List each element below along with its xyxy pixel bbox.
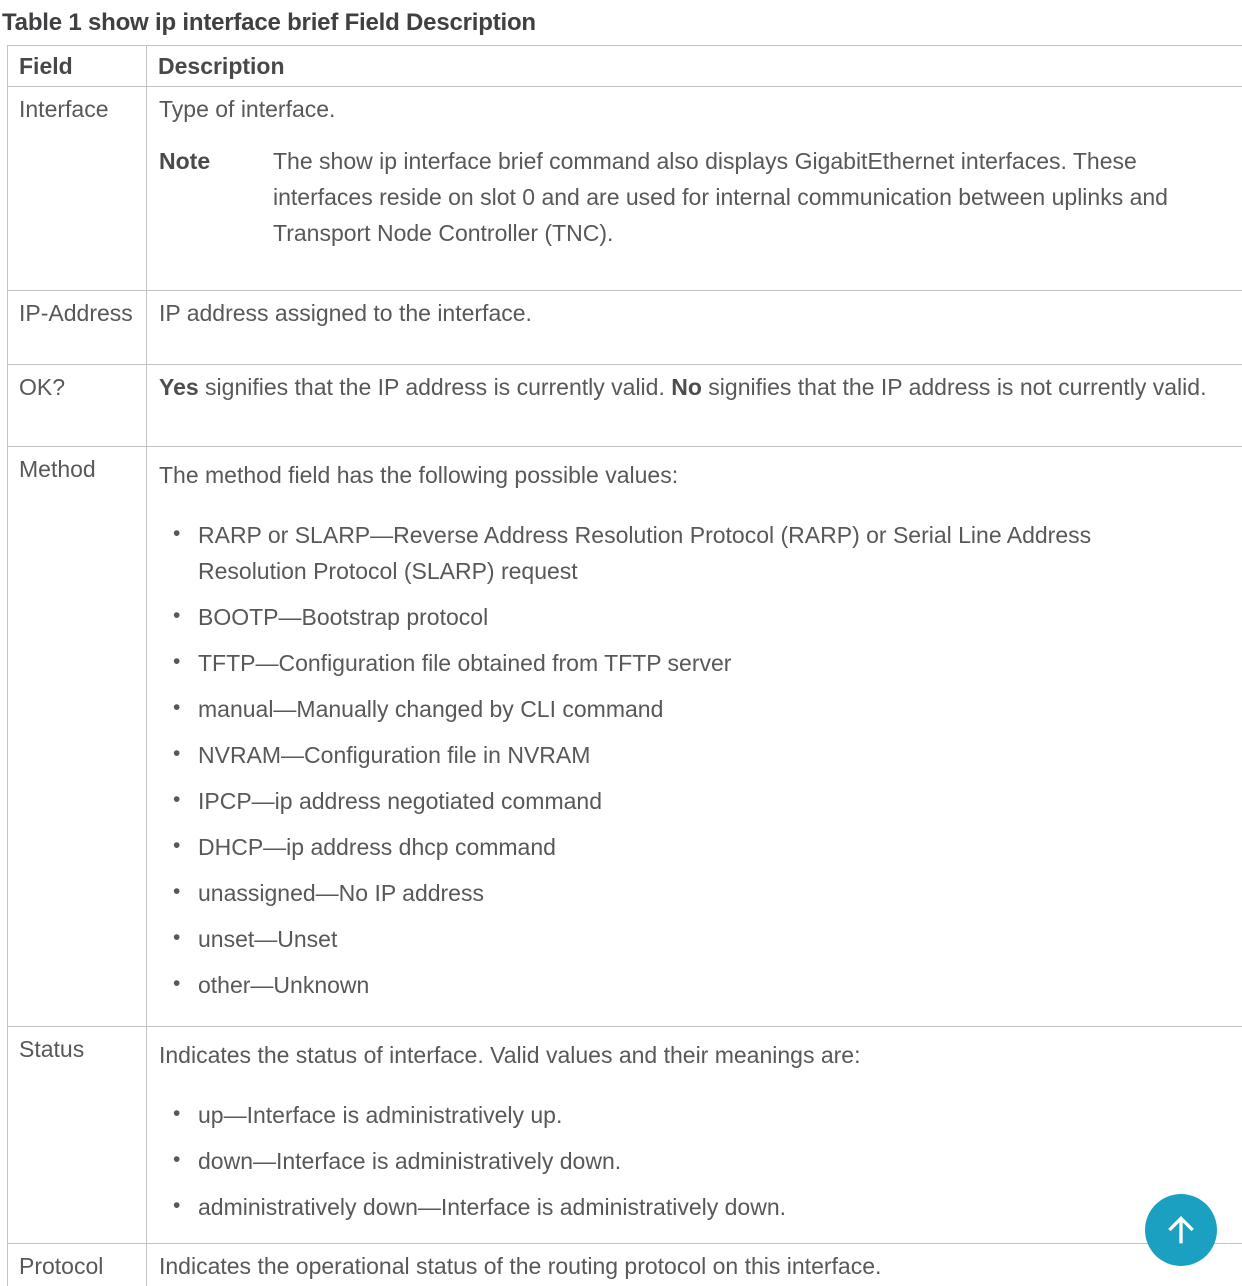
back-to-top-button[interactable] xyxy=(1145,1194,1217,1266)
list-item: • BOOTP—Bootstrap protocol xyxy=(173,599,1173,635)
description-cell-interface xyxy=(147,87,1242,291)
list-item: • IPCP—ip address negotiated command xyxy=(173,783,1173,819)
yes-keyword: Yes xyxy=(159,374,199,400)
list-item: • DHCP—ip address dhcp command xyxy=(173,829,1173,865)
field-description-table xyxy=(7,45,1242,1286)
method-intro-text: The method field has the following possible values: xyxy=(159,462,679,488)
table-row-status xyxy=(8,1027,1242,1244)
list-item: • RARP or SLARP—Reverse Address Resolution Protocol (RARP) or Serial Line Address Resolution Protocol (SLARP) request xyxy=(173,517,1173,589)
list-item: • NVRAM—Configuration file in NVRAM xyxy=(173,737,1173,773)
no-keyword: No xyxy=(671,374,702,400)
field-label-ip-address: IP-Address xyxy=(8,291,147,365)
list-item: • administratively down—Interface is administratively down. xyxy=(173,1189,1173,1225)
list-item: • down—Interface is administratively down. xyxy=(173,1143,1173,1179)
table-row-ip-address xyxy=(8,291,1242,365)
table-row-ok xyxy=(8,365,1242,447)
method-values-list xyxy=(159,517,1214,1003)
table-header-row xyxy=(8,46,1242,87)
column-header-field: Field xyxy=(8,46,147,87)
up-arrow-icon xyxy=(1161,1210,1201,1250)
ok-description-text: Yes signifies that the IP address is currently valid. No signifies that the IP address is not currently valid. xyxy=(159,374,1207,400)
field-label-status: Status xyxy=(8,1027,147,1244)
description-cell-method xyxy=(147,447,1242,1027)
note-label: Note xyxy=(159,148,211,174)
field-label-ok: OK? xyxy=(8,365,147,447)
description-cell-status xyxy=(147,1027,1242,1244)
status-intro-text: Indicates the status of interface. Valid values and their meanings are: xyxy=(159,1042,861,1068)
interface-description-text: Type of interface. xyxy=(159,96,336,122)
table-caption: Table 1 show ip interface brief Field Description xyxy=(2,9,536,36)
documentation-page xyxy=(0,9,1242,1286)
table-row-method xyxy=(8,447,1242,1027)
list-item: • TFTP—Configuration file obtained from TFTP server xyxy=(173,645,1173,681)
list-item: • up—Interface is administratively up. xyxy=(173,1097,1173,1133)
list-item: • unset—Unset xyxy=(173,921,1173,957)
field-label-protocol: Protocol xyxy=(8,1244,147,1286)
note-text: The show ip interface brief command also displays GigabitEthernet interfaces. These interfaces reside on slot 0 and are used for internal communication between uplinks and Transport Node Controller (TNC). xyxy=(273,148,1168,246)
note-block xyxy=(159,143,1214,251)
list-item: • unassigned—No IP address xyxy=(173,875,1173,911)
table-row-interface xyxy=(8,87,1242,291)
field-label-method: Method xyxy=(8,447,147,1027)
description-cell-ok xyxy=(147,365,1242,447)
ip-address-description-text: IP address assigned to the interface. xyxy=(159,300,532,326)
field-label-interface: Interface xyxy=(8,87,147,291)
description-cell-protocol xyxy=(147,1244,1242,1286)
column-header-description: Description xyxy=(147,46,1242,87)
list-item: • manual—Manually changed by CLI command xyxy=(173,691,1173,727)
description-cell-ip-address xyxy=(147,291,1242,365)
list-item: • other—Unknown xyxy=(173,967,1173,1003)
status-values-list xyxy=(159,1097,1214,1225)
protocol-description-text: Indicates the operational status of the routing protocol on this interface. xyxy=(159,1253,882,1279)
table-row-protocol xyxy=(8,1244,1242,1286)
